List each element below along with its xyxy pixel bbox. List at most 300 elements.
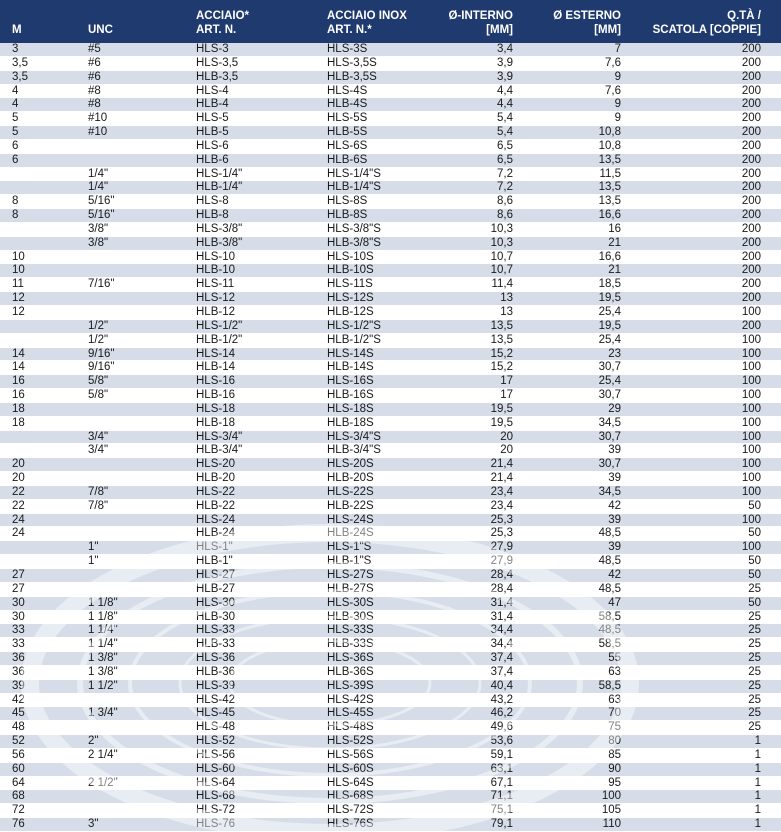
cell-qta: 200: [741, 153, 761, 166]
cell-m: 39: [12, 679, 25, 692]
cell-esterno: 105: [601, 804, 621, 817]
cell-esterno: 16,6: [598, 209, 621, 222]
cell-m: 22: [12, 485, 25, 498]
cell-inox: HLS-33S: [327, 624, 374, 637]
cell-inox: HLB-18S: [327, 416, 374, 429]
cell-m: 72: [12, 804, 25, 817]
cell-qta: 200: [741, 292, 761, 305]
cell-interno: 20: [500, 444, 513, 457]
cell-qta: 100: [741, 472, 761, 485]
cell-unc: 7/8": [88, 485, 109, 498]
cell-inox: HLS-45S: [327, 707, 374, 720]
cell-interno: 27,9: [490, 555, 513, 568]
cell-qta: 25: [748, 665, 761, 678]
cell-qta: 100: [741, 416, 761, 429]
cell-inox: HLS-1/2"S: [327, 319, 381, 332]
table-row: [0, 278, 781, 292]
cell-esterno: 63: [608, 693, 621, 706]
cell-esterno: 90: [608, 762, 621, 775]
cell-esterno: 10,8: [598, 139, 621, 152]
cell-m: 27: [12, 569, 25, 581]
cell-esterno: 39: [608, 513, 621, 526]
cell-interno: 27,9: [490, 541, 513, 554]
cell-interno: 49,6: [490, 721, 513, 734]
cell-interno: 63,1: [490, 762, 513, 775]
cell-acciaio: HLS-1/4": [196, 167, 243, 180]
cell-qta: 200: [741, 98, 761, 111]
cell-qta: 200: [741, 84, 761, 97]
cell-m: 68: [12, 790, 25, 803]
cell-acciaio: HLS-24: [196, 513, 235, 526]
cell-unc: 1 1/8": [88, 610, 118, 623]
table-row: [0, 306, 781, 320]
table-row: [0, 666, 781, 680]
cell-acciaio: HLS-27: [196, 569, 235, 581]
cell-interno: 7,2: [497, 167, 513, 180]
cell-acciaio: HLB-33: [196, 638, 235, 651]
cell-esterno: 16,6: [598, 250, 621, 263]
cell-acciaio: HLB-6: [196, 153, 229, 166]
cell-m: 12: [12, 292, 25, 305]
table-row: [0, 361, 781, 375]
cell-m: 5: [12, 126, 19, 139]
cell-qta: 100: [741, 541, 761, 554]
cell-inox: HLB-5S: [327, 126, 368, 139]
table-row: [0, 334, 781, 348]
cell-m: 3: [12, 43, 19, 55]
cell-qta: 100: [741, 430, 761, 443]
cell-inox: HLB-1/4"S: [327, 181, 381, 194]
cell-unc: 5/8": [88, 389, 109, 402]
cell-qta: 100: [741, 513, 761, 526]
cell-interno: 79,1: [490, 818, 513, 831]
cell-acciaio: HLB-36: [196, 665, 235, 678]
cell-unc: 1 3/4": [88, 707, 118, 720]
cell-acciaio: HLS-64: [196, 776, 235, 789]
cell-interno: 67,1: [490, 776, 513, 789]
cell-esterno: 80: [608, 735, 621, 748]
cell-acciaio: HLS-33: [196, 624, 235, 637]
cell-m: 64: [12, 776, 25, 789]
cell-qta: 1: [754, 776, 761, 789]
table-header: [0, 0, 781, 43]
cell-inox: HLB-14S: [327, 361, 374, 374]
cell-inox: HLS-42S: [327, 693, 374, 706]
table-row: [0, 818, 781, 832]
cell-inox: HLS-8S: [327, 195, 368, 208]
cell-acciaio: HLS-3/4": [196, 430, 243, 443]
cell-interno: 6,5: [497, 153, 513, 166]
cell-m: 10: [12, 250, 25, 263]
cell-m: 10: [12, 264, 25, 277]
cell-unc: 5/8": [88, 375, 109, 388]
cell-inox: HLB-36S: [327, 665, 374, 678]
cell-qta: 100: [741, 347, 761, 360]
cell-qta: 200: [741, 139, 761, 152]
table-row: [0, 611, 781, 625]
cell-esterno: 39: [608, 472, 621, 485]
cell-unc: 1/4": [88, 181, 109, 194]
header-acciaio-line1: ACCIAIO*: [196, 10, 250, 22]
cell-acciaio: HLS-6: [196, 139, 229, 152]
cell-interno: 5,4: [497, 126, 513, 139]
cell-m: 11: [12, 278, 24, 291]
cell-m: 36: [12, 665, 25, 678]
cell-interno: 71,1: [490, 790, 513, 803]
cell-acciaio: HLS-1/2": [196, 319, 243, 332]
cell-qta: 200: [741, 278, 761, 291]
cell-interno: 31,4: [490, 596, 513, 609]
cell-interno: 43,2: [490, 693, 513, 706]
cell-unc: 1 1/8": [88, 596, 118, 609]
cell-esterno: 9: [614, 98, 621, 111]
cell-m: 30: [12, 610, 25, 623]
cell-inox: HLS-11S: [327, 278, 373, 291]
cell-interno: 10,3: [490, 236, 513, 249]
cell-interno: 31,4: [490, 610, 513, 623]
table-row: [0, 527, 781, 541]
table-row: [0, 43, 781, 57]
cell-esterno: 9: [614, 70, 621, 83]
table-row: [0, 168, 781, 182]
cell-acciaio: HLB-30: [196, 610, 235, 623]
cell-esterno: 10,8: [598, 126, 621, 139]
cell-m: 8: [12, 209, 19, 222]
cell-unc: 1 1/2": [88, 679, 118, 692]
cell-m: 6: [12, 153, 19, 166]
cell-esterno: 42: [608, 569, 621, 581]
cell-esterno: 55: [608, 652, 621, 665]
cell-interno: 15,2: [490, 361, 513, 374]
cell-inox: HLB-22S: [327, 499, 374, 512]
table-row: [0, 569, 781, 583]
cell-esterno: 30,7: [598, 389, 621, 402]
cell-qta: 50: [748, 596, 761, 609]
cell-esterno: 42: [608, 499, 621, 512]
cell-esterno: 48,5: [598, 527, 621, 540]
cell-esterno: 21: [608, 236, 621, 249]
cell-interno: 20: [500, 430, 513, 443]
cell-unc: 9/16": [88, 347, 115, 360]
table-row: [0, 444, 781, 458]
cell-m: 16: [12, 389, 25, 402]
cell-unc: #10: [88, 126, 108, 139]
cell-interno: 13,5: [490, 319, 513, 332]
table-row: [0, 209, 781, 223]
cell-acciaio: HLB-27: [196, 582, 235, 595]
cell-m: 42: [12, 693, 25, 706]
cell-unc: #8: [88, 84, 101, 97]
table-row: [0, 763, 781, 777]
cell-inox: HLS-18S: [327, 402, 374, 415]
cell-acciaio: HLS-1": [196, 541, 233, 554]
cell-esterno: 39: [608, 444, 621, 457]
table-row: [0, 140, 781, 154]
cell-m: 4: [12, 84, 19, 97]
cell-qta: 50: [748, 569, 761, 581]
cell-esterno: 25,4: [598, 333, 621, 346]
cell-m: 36: [12, 652, 25, 665]
cell-interno: 10,7: [490, 264, 513, 277]
cell-inox: HLS-52S: [327, 735, 374, 748]
header-esterno-line1: Ø ESTERNO: [553, 10, 621, 22]
cell-qta: 25: [748, 624, 761, 637]
cell-inox: HLS-36S: [327, 652, 374, 665]
cell-qta: 1: [754, 804, 761, 817]
cell-interno: 3,9: [497, 70, 513, 83]
cell-unc: 7/8": [88, 499, 109, 512]
cell-qta: 200: [741, 43, 761, 55]
cell-interno: 19,5: [490, 416, 513, 429]
cell-interno: 4,4: [497, 84, 513, 97]
cell-unc: 1/2": [88, 319, 109, 332]
cell-esterno: 25,4: [598, 306, 621, 318]
cell-esterno: 9: [614, 112, 621, 125]
table-row: [0, 320, 781, 334]
cell-unc: 2 1/4": [88, 748, 118, 761]
cell-interno: 7,2: [497, 181, 513, 194]
cell-qta: 200: [741, 181, 761, 194]
cell-inox: HLS-60S: [327, 762, 374, 775]
cell-inox: HLS-1/4"S: [327, 167, 381, 180]
cell-interno: 59,1: [490, 748, 513, 761]
cell-esterno: 58,5: [598, 610, 621, 623]
cell-interno: 15,2: [490, 347, 513, 360]
cell-qta: 50: [748, 499, 761, 512]
table-row: [0, 652, 781, 666]
header-acciaio-line2: ART. N.: [196, 24, 237, 36]
cell-unc: 1 3/8": [88, 665, 118, 678]
header-unc: UNC: [88, 24, 113, 36]
cell-inox: HLS-22S: [327, 485, 374, 498]
cell-interno: 3,4: [497, 43, 513, 55]
table-row: [0, 98, 781, 112]
cell-interno: 8,6: [497, 195, 513, 208]
cell-qta: 200: [741, 167, 761, 180]
cell-inox: HLS-16S: [327, 375, 374, 388]
cell-acciaio: HLS-3/8": [196, 222, 243, 235]
table-row: [0, 403, 781, 417]
cell-esterno: 13,5: [598, 181, 621, 194]
cell-unc: #6: [88, 70, 101, 83]
cell-unc: 1 1/4": [88, 624, 118, 637]
cell-esterno: 25,4: [598, 375, 621, 388]
header-qta-line1: Q.TÀ /: [727, 10, 761, 22]
cell-qta: 100: [741, 458, 761, 471]
cell-m: 20: [12, 472, 25, 485]
cell-m: 20: [12, 458, 25, 471]
table-row: [0, 112, 781, 126]
cell-acciaio: HLS-12: [196, 292, 235, 305]
cell-acciaio: HLB-3,5: [196, 70, 239, 83]
cell-acciaio: HLS-52: [196, 735, 235, 748]
cell-unc: #6: [88, 56, 101, 69]
cell-m: 3,5: [12, 70, 28, 83]
table-row: [0, 389, 781, 403]
table-row: [0, 292, 781, 306]
table-row: [0, 71, 781, 85]
cell-m: 33: [12, 638, 25, 651]
header-inox-line1: ACCIAIO INOX: [327, 10, 407, 22]
cell-acciaio: HLS-60: [196, 762, 235, 775]
cell-unc: 5/16": [88, 209, 115, 222]
cell-qta: 25: [748, 652, 761, 665]
cell-qta: 200: [741, 112, 761, 125]
table-row: [0, 486, 781, 500]
cell-acciaio: HLS-3,5: [196, 56, 239, 69]
table-row: [0, 237, 781, 251]
cell-qta: 1: [754, 748, 761, 761]
cell-inox: HLS-10S: [327, 250, 374, 263]
cell-inox: HLB-24S: [327, 527, 374, 540]
cell-m: 52: [12, 735, 25, 748]
cell-qta: 100: [741, 402, 761, 415]
cell-interno: 4,4: [497, 98, 513, 111]
cell-unc: 1": [88, 541, 99, 554]
cell-inox: HLS-48S: [327, 721, 374, 734]
cell-esterno: 11,5: [599, 167, 621, 180]
cell-esterno: 7: [614, 43, 621, 55]
cell-qta: 200: [741, 56, 761, 69]
cell-qta: 200: [741, 236, 761, 249]
cell-acciaio: HLS-56: [196, 748, 235, 761]
cell-acciaio: HLS-16: [196, 375, 235, 388]
table-row: [0, 57, 781, 71]
cell-inox: HLB-3/8"S: [327, 236, 381, 249]
cell-m: 48: [12, 721, 25, 734]
cell-acciaio: HLS-11: [196, 278, 235, 291]
cell-inox: HLS-76S: [327, 818, 374, 831]
cell-m: 14: [12, 361, 25, 374]
header-esterno-line2: [MM]: [594, 24, 621, 36]
table-row: [0, 500, 781, 514]
cell-unc: 5/16": [88, 195, 115, 208]
cell-inox: HLS-3,5S: [327, 56, 377, 69]
cell-unc: #5: [88, 43, 101, 55]
cell-unc: 1/4": [88, 167, 109, 180]
table-row: [0, 680, 781, 694]
table-row: [0, 735, 781, 749]
cell-interno: 3,9: [497, 56, 513, 69]
cell-qta: 100: [741, 485, 761, 498]
cell-m: 22: [12, 499, 25, 512]
cell-unc: 3/4": [88, 444, 109, 457]
cell-esterno: 13,5: [598, 153, 621, 166]
cell-interno: 28,4: [490, 569, 513, 581]
header-qta-line2: SCATOLA [COPPIE]: [652, 24, 761, 36]
cell-qta: 50: [748, 527, 761, 540]
cell-inox: HLS-64S: [327, 776, 374, 789]
cell-m: 24: [12, 513, 25, 526]
cell-esterno: 58,5: [598, 679, 621, 692]
cell-esterno: 13,5: [598, 195, 621, 208]
cell-acciaio: HLB-1/4": [196, 181, 243, 194]
cell-qta: 100: [741, 361, 761, 374]
cell-inox: HLS-56S: [327, 748, 374, 761]
table-row: [0, 597, 781, 611]
table-row: [0, 126, 781, 140]
table-row: [0, 472, 781, 486]
cell-qta: 200: [741, 126, 761, 139]
cell-esterno: 30,7: [598, 361, 621, 374]
cell-m: 16: [12, 375, 25, 388]
cell-interno: 17: [500, 389, 513, 402]
cell-inox: HLS-6S: [327, 139, 368, 152]
table-row: [0, 721, 781, 735]
cell-acciaio: HLS-68: [196, 790, 235, 803]
cell-acciaio: HLB-12: [196, 306, 235, 318]
cell-acciaio: HLB-4: [196, 98, 229, 111]
cell-inox: HLB-10S: [327, 264, 374, 277]
cell-esterno: 58,5: [598, 638, 621, 651]
cell-m: 76: [12, 818, 25, 831]
cell-unc: 3": [88, 818, 99, 831]
cell-inox: HLB-16S: [327, 389, 374, 402]
cell-unc: 1": [88, 555, 99, 568]
cell-acciaio: HLS-10: [196, 250, 235, 263]
cell-inox: HLB-8S: [327, 209, 368, 222]
table-row: [0, 417, 781, 431]
cell-m: 4: [12, 98, 19, 111]
cell-m: 45: [12, 707, 25, 720]
table-row: [0, 707, 781, 721]
cell-inox: HLS-30S: [327, 596, 374, 609]
cell-unc: 9/16": [88, 361, 115, 374]
table-row: [0, 624, 781, 638]
cell-qta: 1: [754, 818, 761, 831]
cell-interno: 10,7: [490, 250, 513, 263]
cell-qta: 1: [754, 762, 761, 775]
cell-inox: HLB-30S: [327, 610, 374, 623]
cell-inox: HLB-3,5S: [327, 70, 377, 83]
cell-esterno: 23: [608, 347, 621, 360]
cell-acciaio: HLB-3/4": [196, 444, 243, 457]
cell-qta: 200: [741, 222, 761, 235]
table-row: [0, 555, 781, 569]
cell-acciaio: HLS-8: [196, 195, 229, 208]
cell-interno: 75,1: [490, 804, 513, 817]
header-interno-line1: Ø-INTERNO: [448, 10, 513, 22]
cell-qta: 100: [741, 389, 761, 402]
cell-inox: HLB-3/4"S: [327, 444, 381, 457]
table-row: [0, 181, 781, 195]
cell-inox: HLB-20S: [327, 472, 374, 485]
cell-esterno: 16: [608, 222, 621, 235]
cell-acciaio: HLS-3: [196, 43, 229, 55]
cell-m: 8: [12, 195, 19, 208]
table-row: [0, 638, 781, 652]
table-row: [0, 514, 781, 528]
cell-acciaio: HLB-22: [196, 499, 235, 512]
cell-acciaio: HLB-24: [196, 527, 235, 540]
cell-unc: #8: [88, 98, 101, 111]
cell-esterno: 85: [608, 748, 621, 761]
cell-acciaio: HLB-5: [196, 126, 229, 139]
cell-acciaio: HLS-76: [196, 818, 235, 831]
cell-qta: 25: [748, 721, 761, 734]
cell-inox: HLS-68S: [327, 790, 374, 803]
cell-esterno: 70: [608, 707, 621, 720]
header-interno-line2: [MM]: [486, 24, 513, 36]
cell-acciaio: HLS-5: [196, 112, 229, 125]
cell-interno: 25,3: [490, 527, 513, 540]
cell-interno: 23,4: [490, 499, 513, 512]
cell-interno: 37,4: [490, 665, 513, 678]
cell-qta: 200: [741, 195, 761, 208]
cell-inox: HLB-6S: [327, 153, 368, 166]
cell-m: 3,5: [12, 56, 28, 69]
cell-qta: 100: [741, 333, 761, 346]
